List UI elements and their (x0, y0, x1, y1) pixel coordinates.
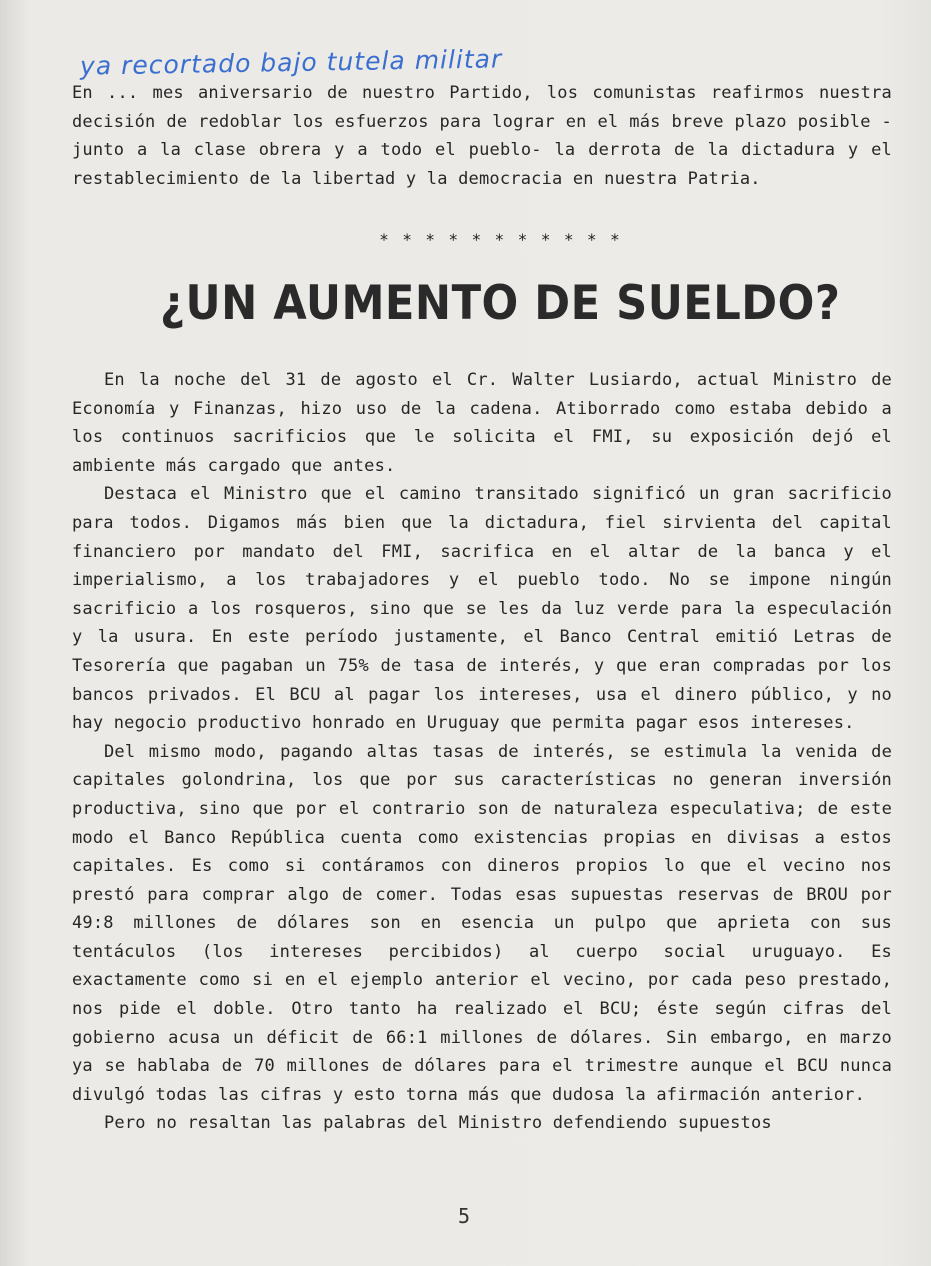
paragraph-4: Pero no resaltan las palabras del Ministro defendiendo supuestos (104, 1113, 772, 1134)
headline: ¿UN AUMENTO DE SUELDO? (160, 276, 841, 331)
paragraph-1: En la noche del 31 de agosto el Cr. Walter Lusiardo, actual Ministro de Economía y Finanzas, hizo uso de la cadena. Atiborrado como estaba debido a los continuos sacrificios que le solicita el FMI, su exposición dejó el ambiente más cargado que antes. (72, 370, 892, 476)
paragraph-2: Destaca el Ministro que el camino transitado significó un gran sacrificio para todos. Digamos más bien que la dictadura, fiel sirvienta del capital financiero por mandato del FMI, sacrifica en el altar de la banca y el imperialismo, a los trabajadores y el pueblo todo. No se impone ningún sacrificio a los rosqueros, sino que se les da luz verde para la especulación y la usura. En este período justamente, el Banco Central emitió Letras de Tesorería que pagaban un 75% de tasa de interés, y que eran compradas por los bancos privados. El BCU al pagar los intereses, usa el dinero público, y no hay negocio productivo honrado en Uruguay que permita pagar esos intereses. (72, 484, 892, 734)
article-body (72, 366, 892, 1138)
page-number: 5 (458, 1204, 471, 1228)
handwritten-note: ya recortado bajo tutela militar (79, 44, 503, 81)
paragraph-3: Del mismo modo, pagando altas tasas de interés, se estimula la venida de capitales golondrina, los que por sus características no generan inversión productiva, sino que por el contrario son de naturaleza especulativa; de este modo el Banco República cuenta como existencias propias en divisas a estos capitales. Es como si contáramos con dineros propios lo que el vecino nos prestó para comprar algo de comer. Todas esas supuestas reservas de BROU por 49:8 millones de dólares son en esencia un pulpo que aprieta con sus tentáculos (los intereses percibidos) al cuerpo social uruguayo. Es exactamente como si en el ejemplo anterior el vecino, por cada peso prestado, nos pide el doble. Otro tanto ha realizado el BCU; éste según cifras del gobierno acusa un déficit de 66:1 millones de dólares. Sin embargo, en marzo ya se hablaba de 70 millones de dólares para el trimestre aunque el BCU nunca divulgó todas las cifras y esto torna más que dudosa la afirmación anterior. (72, 741, 892, 1105)
intro-text: En ... mes aniversario de nuestro Partido, los comunistas reafirmos nuestra decisión de redoblar los esfuerzos para lograr en el más breve plazo posible -junto a la clase obrera y a todo el pueblo- la derrota de la dictadura y el restablecimiento de la libertad y la democracia en nuestra Patria. (72, 83, 892, 189)
intro-paragraph (72, 79, 892, 193)
separator-stars: * * * * * * * * * * * (380, 230, 624, 249)
